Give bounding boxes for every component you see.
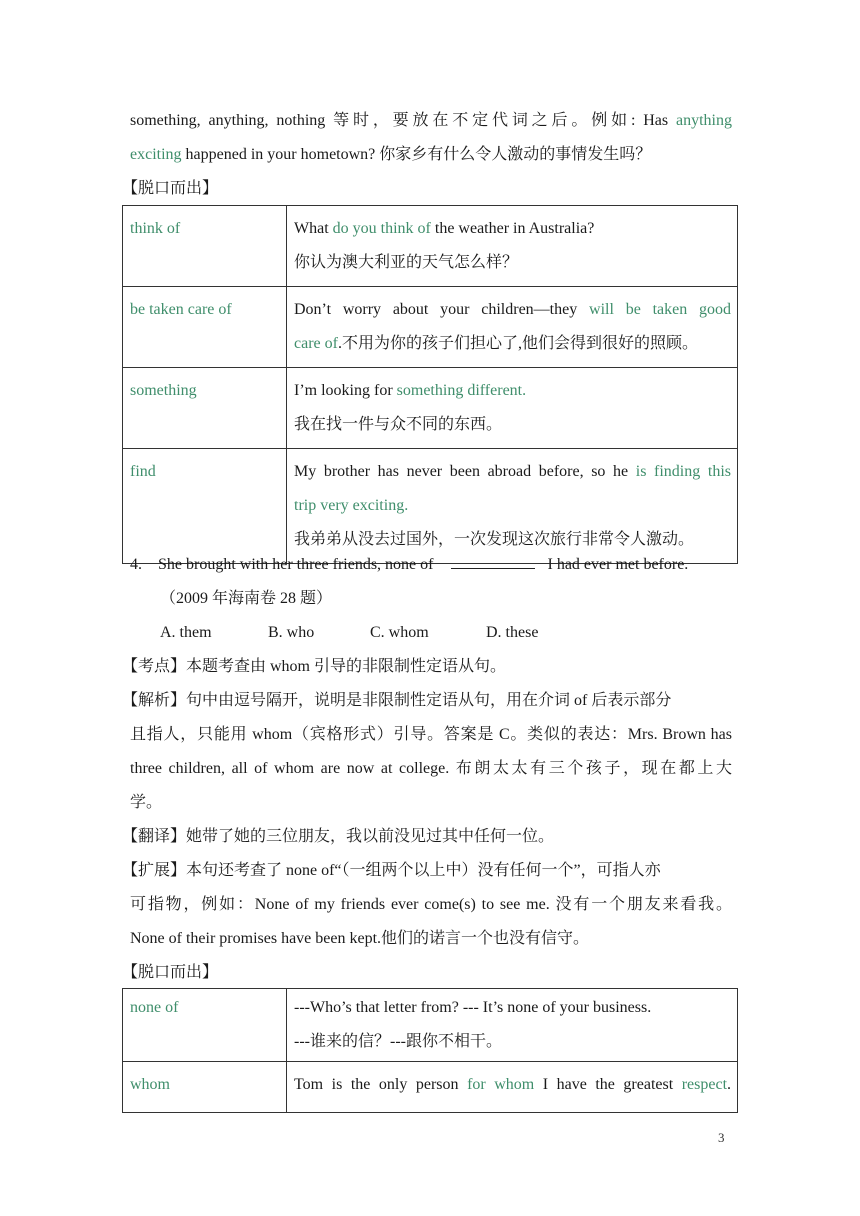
jiexi-line-1: 【解析】句中由逗号隔开，说明是非限制性定语从句，用在介词 of 后表示部分 xyxy=(122,692,672,709)
table-row xyxy=(123,989,738,1062)
table-value: ---Who’s that letter from? --- It’s none of your business. ---谁来的信？---跟你不相干。 xyxy=(287,989,738,1062)
table-row xyxy=(123,1062,738,1113)
table-row xyxy=(123,206,738,287)
table-value: I’m looking for something different. 我在找一件与众不同的东西。 xyxy=(287,368,738,449)
question-stem: 4. She brought with her three friends, none of I had ever met before. xyxy=(130,548,732,582)
intro-line-2: exciting happened in your hometown? 你家乡有什么令人激动的事情发生吗？ xyxy=(130,146,652,163)
highlight-text: anything xyxy=(676,112,732,129)
intro-line-1: something, anything, nothing 等时，要放在不定代词之后。例如: Has anything xyxy=(130,112,732,129)
table-key: whom xyxy=(123,1062,287,1113)
kaodian-text: 【考点】本题考查由 whom 引导的非限制性定语从句。 xyxy=(122,658,507,675)
highlight-text: exciting xyxy=(130,146,182,163)
phrase-table-1 xyxy=(122,205,738,564)
table-key: something xyxy=(123,368,287,449)
table-key: find xyxy=(123,449,287,564)
section-heading: 【脱口而出】 xyxy=(122,964,219,981)
kuozhan-line-2: 可指物，例如：None of my friends ever come(s) to see me. 没有一个朋友来看我。 xyxy=(130,896,732,913)
kuozhan-line-1: 【扩展】本句还考查了 none of“（一组两个以上中）没有任何一个”，可指人亦 xyxy=(122,862,661,879)
jiexi-line-2: 且指人，只能用 whom（宾格形式）引导。答案是 C。类似的表达：Mrs. Brown has xyxy=(130,726,732,743)
question-source: （2009 年海南卷 28 题） xyxy=(160,590,333,607)
option-c: C. whom xyxy=(370,624,429,641)
section-heading: 【脱口而出】 xyxy=(122,180,219,197)
table-value: What do you think of the weather in Australia? 你认为澳大利亚的天气怎么样？ xyxy=(287,206,738,287)
kuozhan-line-3: None of their promises have been kept.他们的诺言一个也没有信守。 xyxy=(130,930,590,947)
table-key: none of xyxy=(123,989,287,1062)
phrase-table-2 xyxy=(122,988,738,1113)
page-number: 3 xyxy=(718,1130,725,1145)
table-row xyxy=(123,449,738,564)
jiexi-line-3: three children, all of whom are now at college. 布朗太太有三个孩子，现在都上大 xyxy=(130,760,732,777)
fanyi-text: 【翻译】她带了她的三位朋友，我以前没见过其中任何一位。 xyxy=(122,828,555,845)
jiexi-line-4: 学。 xyxy=(130,794,163,811)
table-row xyxy=(123,368,738,449)
table-key: be taken care of xyxy=(123,287,287,368)
option-b: B. who xyxy=(268,624,315,641)
table-value: My brother has never been abroad before, so he is finding this trip very exciting. 我弟弟从没去过国外，一次发现这次旅行非常令人激动。 xyxy=(287,449,738,564)
question-number: 4. xyxy=(130,556,142,573)
answer-blank xyxy=(451,550,535,569)
table-row xyxy=(123,287,738,368)
option-d: D. these xyxy=(486,624,539,641)
table-value: Tom is the only person for whom I have the greatest respect. xyxy=(287,1062,738,1113)
option-a: A. them xyxy=(160,624,212,641)
table-key: think of xyxy=(123,206,287,287)
table-value: Don’t worry about your children—they will be taken good care of.不用为你的孩子们担心了,他们会得到很好的照顾。 xyxy=(287,287,738,368)
